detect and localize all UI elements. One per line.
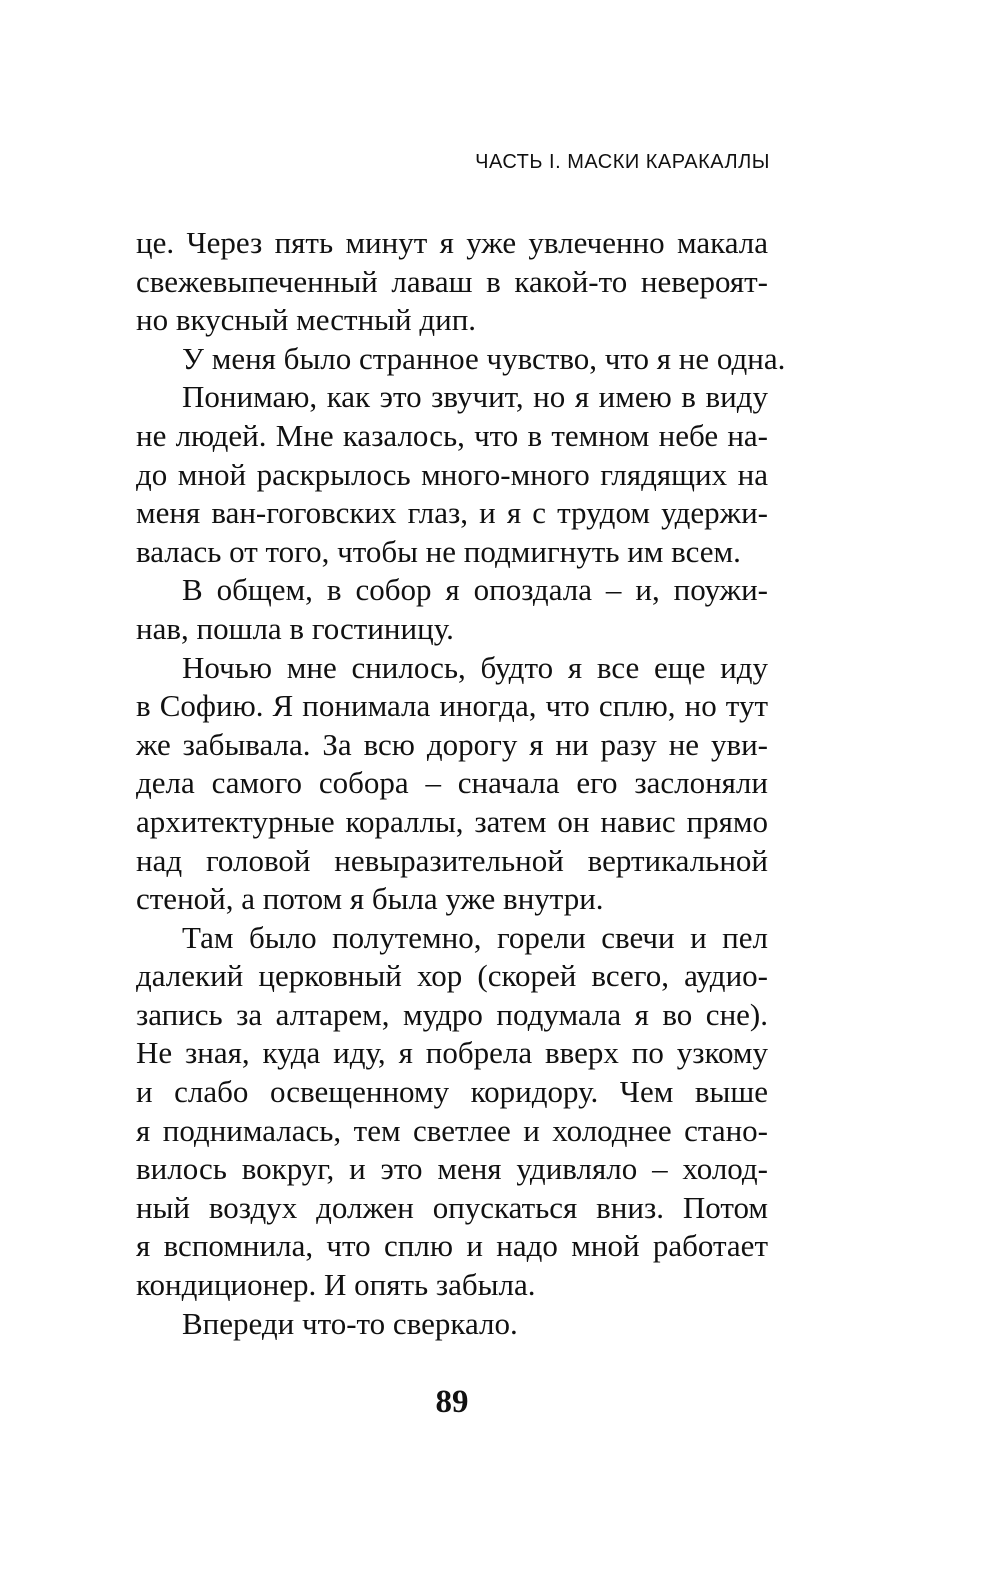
text-line: над головой невыразительной вертикальной — [136, 842, 768, 878]
running-header: ЧАСТЬ I. МАСКИ КАРАКАЛЛЫ — [475, 151, 770, 173]
text-line: но вкусный местный дип. — [136, 302, 477, 338]
text-line: нав, пошла в гостиницу. — [136, 610, 454, 646]
text-line: це. Через пять минут я уже увлеченно макала — [136, 225, 768, 260]
text-line: валась от того, чтобы не подмигнуть им всем. — [136, 533, 741, 569]
text-line: Ночью мне снилось, будто я все еще иду — [182, 649, 768, 685]
paragraph — [136, 571, 768, 648]
text-line: архитектурные кораллы, затем он навис прямо — [136, 803, 768, 839]
text-line: Впереди что-то сверкало. — [182, 1305, 518, 1341]
text-line: не людей. Мне казалось, что в темном небе на- — [136, 417, 768, 453]
text-line: я поднималась, тем светлее и холоднее стано- — [136, 1112, 768, 1148]
text-line: и слабо освещенному коридору. Чем выше — [136, 1074, 768, 1110]
text-line: ный воздух должен опускаться вниз. Потом — [136, 1189, 768, 1225]
paragraph — [136, 649, 768, 919]
body-text — [136, 224, 786, 1343]
text-line: запись за алтарем, мудро подумала я во сне). — [136, 996, 768, 1032]
text-line: Не зная, куда иду, я побрела вверх по узкому — [136, 1035, 768, 1071]
paragraph — [136, 340, 786, 379]
text-line: Понимаю, как это звучит, но я имею в виду — [182, 379, 768, 415]
text-line: я вспомнила, что сплю и надо мной работает — [136, 1228, 768, 1264]
text-line: У меня было странное чувство, что я не одна. — [182, 340, 786, 376]
text-line: свежевыпеченный лаваш в какой-то невероят- — [136, 263, 768, 299]
paragraph — [136, 919, 768, 1305]
text-line: же забывала. За всю дорогу я ни разу не уви- — [136, 726, 768, 762]
text-line: до мной раскрылось много-много глядящих на — [136, 456, 768, 492]
text-line: меня ван-гоговских глаз, и я с трудом удержи- — [136, 495, 768, 531]
text-line: стеной, а потом я была уже внутри. — [136, 881, 604, 917]
paragraph — [136, 378, 768, 571]
text-line: дела самого собора – сначала его заслоняли — [136, 765, 768, 801]
text-line: далекий церковный хор (скорей всего, аудио- — [136, 958, 768, 994]
text-line: Там было полутемно, горели свечи и пел — [182, 919, 768, 955]
paragraph — [136, 1305, 768, 1344]
text-line: в Софию. Я понимала иногда, что сплю, но тут — [136, 688, 768, 724]
text-line: кондиционер. И опять забыла. — [136, 1267, 536, 1303]
page-number: 89 — [435, 1384, 469, 1420]
text-line: вилось вокруг, и это меня удивляло – холод- — [136, 1151, 768, 1187]
paragraph — [136, 224, 768, 340]
text-line: В общем, в собор я опоздала – и, поужи- — [182, 572, 768, 608]
